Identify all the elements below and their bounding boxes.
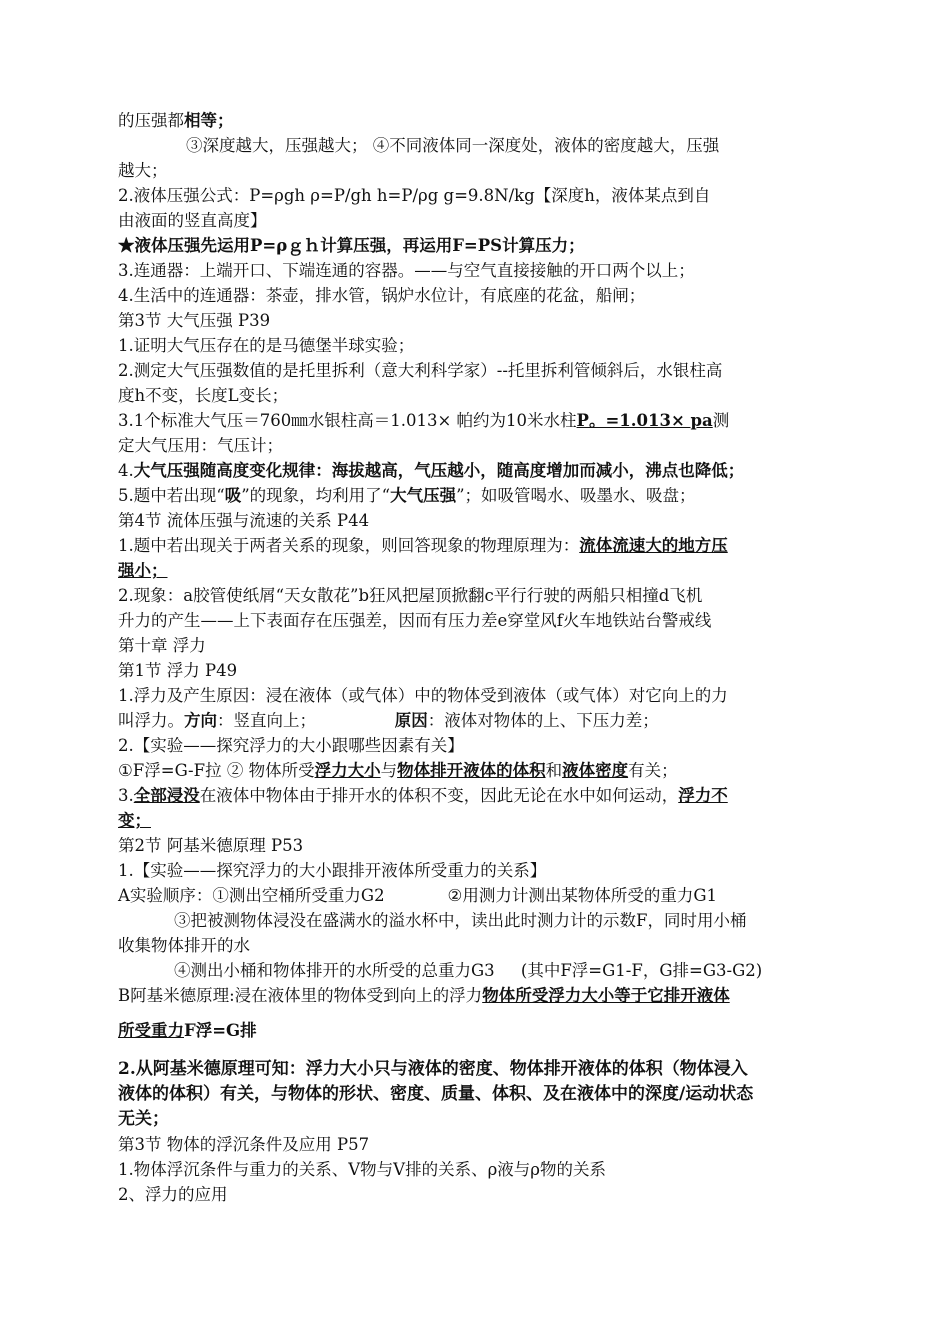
text-line: 1.证明大气压存在的是马德堡半球实验；	[118, 336, 415, 355]
section-heading: 第2节 阿基米德原理 P53	[118, 836, 304, 855]
text-span: 和	[545, 761, 563, 780]
text-span: 测	[712, 411, 730, 430]
underlined-text: 强小；	[118, 561, 168, 580]
text-span: 的压强都	[118, 111, 184, 130]
text-span: ”；如吸管喝水、吸墨水、吸盘；	[456, 486, 696, 505]
text-line: A实验顺序：①测出空桶所受重力G2 ②用测力计测出某物体所受的重力G1	[118, 886, 718, 905]
text-span: 3.1个标准大气压＝760㎜水银柱高＝1.013× 帕约为10米水柱	[118, 411, 577, 430]
text-line: 4.生活中的连通器：茶壶，排水管，锅炉水位计，有底座的花盆，船闸；	[118, 286, 646, 305]
text-line	[118, 758, 838, 783]
key-point-line: 无关；	[118, 1109, 169, 1129]
text-line: 2、浮力的应用	[118, 1185, 228, 1204]
section-heading: 第4节 流体压强与流速的关系 P44	[118, 511, 370, 530]
key-point-line: 液体的体积）有关，与物体的形状、密度、质量、体积、及在液体中的深度/运动状态	[118, 1084, 754, 1104]
text-line: 1.物体浮沉条件与重力的关系、V物与V排的关系、ρ液与ρ物的关系	[118, 1160, 606, 1179]
text-line	[118, 1018, 838, 1043]
text-line	[118, 483, 838, 508]
text-line: ③深度越大，压强越大； ④不同液体同一深度处，液体的密度越大，压强	[186, 136, 720, 155]
underlined-text: 流体流速大的地方压	[579, 536, 728, 555]
bold-text: 大气压强随高度变化规律：海拔越高，气压越小，随高度增加而减小，沸点也降低；	[133, 461, 745, 480]
text-line	[118, 983, 838, 1008]
text-line: 1.【实验——探究浮力的大小跟排开液体所受重力的关系】	[118, 861, 547, 880]
text-line: ③把被测物体浸没在盛满水的溢水杯中，读出此时测力计的示数F，同时用小桶	[174, 911, 747, 930]
text-span: 在液体中物体由于排开水的体积不变，因此无论在水中如何运动，	[199, 786, 679, 805]
text-line: 2.【实验——探究浮力的大小跟哪些因素有关】	[118, 736, 464, 755]
text-line: 越大；	[118, 161, 168, 180]
text-span: ”的现象，均利用了“	[241, 486, 391, 505]
text-line: 收集物体排开的水	[118, 936, 250, 955]
section-heading: 第1节 浮力 P49	[118, 661, 238, 680]
text-span: 3.	[118, 786, 134, 805]
underlined-text: 浮力不	[678, 786, 728, 805]
text-line	[118, 408, 838, 433]
text-span: 4.	[118, 461, 134, 480]
text-line: 1.浮力及产生原因：浸在液体（或气体）中的物体受到液体（或气体）对它向上的力	[118, 686, 728, 705]
text-span: 5.题中若出现“	[118, 486, 225, 505]
text-span: 叫浮力。	[118, 711, 184, 730]
bold-text: 吸	[224, 486, 242, 505]
text-span: ：竖直向上；	[217, 711, 395, 730]
text-span: ：液体对物体的上、下压力差；	[427, 711, 659, 730]
chapter-heading: 第十章 浮力	[118, 636, 206, 655]
text-line: 由液面的竖直高度】	[118, 211, 267, 230]
text-line: 升力的产生——上下表面存在压强差，因而有压力差e穿堂风f火车地铁站台警戒线	[118, 611, 712, 630]
underlined-text: 浮力大小	[314, 761, 381, 780]
text-line: 3.连通器：上端开口、下端连通的容器。——与空气直接接触的开口两个以上；	[118, 261, 695, 280]
underlined-text: 变；	[118, 811, 151, 830]
text-line: 2.液体压强公式：P=ρgh ρ=P/gh h=P/ρg g=9.8N/kg【深度h，液体某点到自	[118, 186, 711, 205]
text-span: B阿基米德原理:浸在液体里的物体受到向上的浮力	[118, 986, 483, 1005]
underlined-text: 全部浸没	[133, 786, 200, 805]
bold-text: 大气压强	[390, 486, 457, 505]
text-line: ④测出小桶和物体排开的水所受的总重力G3 (其中F浮=G1-F，G排=G3-G2)	[174, 961, 763, 980]
text-span: 与	[380, 761, 398, 780]
bold-text: F浮=G排	[184, 1021, 257, 1040]
key-point-line: ★液体压强先运用P=ρｇｈ计算压强，再运用F=PS计算压力；	[118, 236, 585, 255]
underlined-text: 物体所受浮力大小等于它排开液体	[482, 986, 730, 1005]
underlined-text: 液体密度	[562, 761, 629, 780]
text-line	[118, 708, 838, 733]
text-line	[118, 458, 838, 483]
text-span: ①F浮=G-F拉 ② 物体所受	[118, 761, 315, 780]
underlined-text: P。=1.013× pa	[576, 411, 713, 430]
text-line	[118, 783, 838, 808]
underlined-text: 所受重力	[118, 1021, 184, 1040]
document-page	[118, 108, 838, 1207]
text-line: 2.现象：a胶管使纸屑“天女散花”b狂风把屋顶掀翻c平行行驶的两船只相撞d飞机	[118, 586, 703, 605]
text-line: 度h不变，长度L变长；	[118, 386, 289, 405]
bold-text: 相等；	[184, 111, 234, 130]
section-heading: 第3节 物体的浮沉条件及应用 P57	[118, 1135, 370, 1154]
text-span: 1.题中若出现关于两者关系的现象，则回答现象的物理原理为：	[118, 536, 580, 555]
text-line: 2.测定大气压强数值的是托里拆利（意大利科学家）--托里拆利管倾斜后，水银柱高	[118, 361, 723, 380]
section-heading: 第3节 大气压强 P39	[118, 311, 271, 330]
text-line: 定大气压用：气压计；	[118, 436, 283, 455]
text-span: 有关；	[628, 761, 678, 780]
text-line	[118, 108, 838, 133]
bold-text: 原因	[394, 711, 428, 730]
key-point-line: 2.从阿基米德原理可知：浮力大小只与液体的密度、物体排开液体的体积（物体浸入	[118, 1059, 748, 1079]
bold-text: 方向	[184, 711, 217, 730]
underlined-text: 物体排开液体的体积	[397, 761, 546, 780]
text-line	[118, 533, 838, 558]
